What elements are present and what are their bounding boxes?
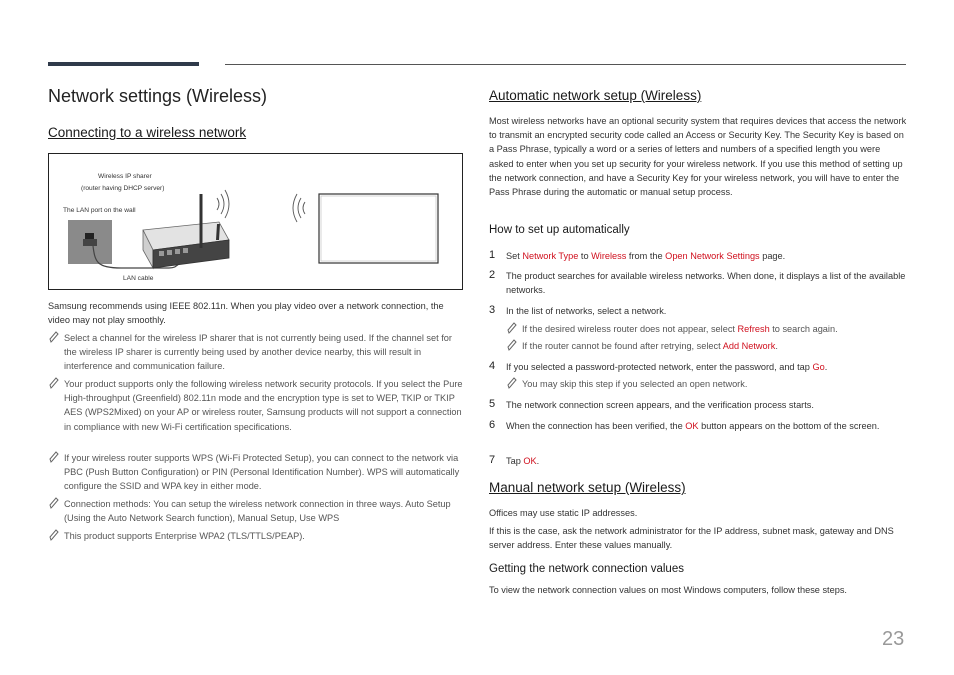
sharer-sublabel: (router having DHCP server) — [81, 185, 165, 192]
pencil-note-icon — [506, 322, 518, 334]
step-1 — [489, 249, 907, 263]
pencil-note-icon — [48, 377, 60, 389]
lan-cable-label: LAN cable — [123, 275, 154, 282]
pencil-note-icon — [48, 331, 60, 343]
header-accent-bar — [48, 62, 199, 66]
step-number: 2 — [489, 269, 496, 281]
note-item — [48, 529, 464, 543]
note-text: to search again. — [769, 324, 838, 334]
lan-port-label: The LAN port on the wall — [63, 207, 136, 214]
manual-paragraph-1: Offices may use static IP addresses. — [489, 508, 638, 518]
step-2 — [489, 269, 907, 297]
display-icon — [319, 194, 438, 263]
pencil-note-icon — [48, 529, 60, 541]
note-text: If your wireless router supports WPS (Wi-Fi Protected Setup), you can connect to the network via PBC (Push Button Configuration) or PIN (Personal Identification Number). WPS will automatically configure the SSID and WPA key in either mode. — [64, 453, 460, 492]
note-text: Your product supports only the following wireless network security protocols. If you select the Pure High-throughput (Greenfield) 802.11n mode and the encryption type is set to WEP, TKIP or TKIP AES (WPS2Mixed) on your AP or wireless router, Samsung products will not support a connection in compliance with new Wi-Fi certification specifications. — [64, 379, 463, 432]
step-number: 7 — [489, 454, 496, 466]
step-number: 1 — [489, 249, 496, 261]
note-text: This product supports Enterprise WPA2 (TLS/TTLS/PEAP). — [64, 531, 305, 541]
step-4 — [489, 360, 907, 374]
how-heading: How to set up automatically — [489, 224, 630, 236]
step-note — [506, 377, 906, 391]
step-text: Tap — [506, 456, 524, 466]
step-7 — [489, 454, 907, 468]
page-number: 23 — [882, 628, 905, 650]
step-text: If you selected a password-protected network, enter the password, and tap — [506, 362, 813, 372]
step-note — [506, 339, 906, 353]
values-heading: Getting the network connection values — [489, 563, 684, 575]
pencil-note-icon — [48, 497, 60, 509]
auto-intro-paragraph: Most wireless networks have an optional security system that requires devices that access the network to transmit an encrypted security code called an Access or Security Key. The Security Key is based on a Pass Phrase, typically a word or a series of letters and numbers of a specified length you were asked to enter when you set up security for your wireless network. If you use this method of setting up the network connection, and have a Security Key for your wireless network, you will have to enter the Pass Phrase during the automatic or manual setup process. — [489, 116, 907, 198]
step-text: Set — [506, 251, 523, 261]
page-title: Network settings (Wireless) — [48, 86, 268, 106]
menu-term-ok: OK — [523, 456, 537, 466]
pencil-note-icon — [48, 451, 60, 463]
menu-term-network-type: Network Type — [522, 251, 579, 261]
step-6 — [489, 419, 907, 433]
note-text: Select a channel for the wireless IP sharer that is not currently being used. If the channel set for the wireless IP sharer is currently being used by another device nearby, this will result in interference and communication failure. — [64, 333, 452, 372]
section-heading-manual: Manual network setup (Wireless) — [489, 480, 686, 495]
step-3 — [489, 304, 907, 318]
values-paragraph: To view the network connection values on most Windows computers, follow these steps. — [489, 585, 847, 595]
intro-paragraph: Samsung recommends using IEEE 802.11n. When you play video over a network connection, the video may not play smoothly. — [48, 301, 444, 326]
wifi-waves-display-icon — [293, 194, 305, 222]
section-heading-connecting: Connecting to a wireless network — [48, 125, 247, 140]
step-text: The product searches for available wireless networks. When done, it displays a list of the available networks. — [506, 271, 906, 296]
menu-term-add-network: Add Network — [722, 341, 776, 351]
pencil-note-icon — [506, 339, 518, 351]
note-text: Connection methods: You can setup the wireless network connection in three ways. Auto Setup (Using the Auto Network Search function), Manual Setup, Use WPS — [64, 499, 451, 524]
step-number: 5 — [489, 398, 496, 410]
step-text: . — [536, 456, 540, 466]
note-text: If the router cannot be found after retrying, select — [522, 341, 723, 351]
step-text: . — [824, 362, 828, 372]
step-text: The network connection screen appears, and the verification process starts. — [506, 400, 814, 410]
menu-term-go: Go — [812, 362, 825, 372]
menu-term-wireless: Wireless — [591, 251, 627, 261]
note-text: . — [775, 341, 778, 351]
wifi-waves-router-icon — [217, 190, 229, 218]
step-text: page. — [759, 251, 786, 261]
step-note — [506, 322, 906, 336]
note-item — [48, 497, 464, 525]
step-number: 3 — [489, 304, 496, 316]
step-text: In the list of networks, select a network. — [506, 306, 667, 316]
pencil-note-icon — [506, 377, 518, 389]
menu-term-refresh: Refresh — [737, 324, 770, 334]
router-icon — [143, 194, 229, 268]
header-rule — [225, 64, 906, 65]
note-item — [48, 451, 464, 494]
manual-paragraph-2: If this is the case, ask the network administrator for the IP address, subnet mask, gateway and DNS server address. Enter these values manually. — [489, 526, 894, 551]
menu-term-open-network-settings: Open Network Settings — [665, 251, 760, 261]
step-text: from the — [626, 251, 666, 261]
network-diagram — [48, 153, 463, 290]
step-5 — [489, 398, 907, 412]
note-text: If the desired wireless router does not appear, select — [522, 324, 738, 334]
note-text: You may skip this step if you selected an open network. — [522, 379, 748, 389]
section-heading-auto: Automatic network setup (Wireless) — [489, 88, 702, 103]
note-item — [48, 377, 464, 434]
step-text: button appears on the bottom of the screen. — [698, 421, 880, 431]
step-text: When the connection has been verified, the — [506, 421, 686, 431]
note-item — [48, 331, 464, 374]
step-number: 4 — [489, 360, 496, 372]
step-text: to — [578, 251, 592, 261]
step-number: 6 — [489, 419, 496, 431]
menu-term-ok: OK — [685, 421, 699, 431]
sharer-label: Wireless IP sharer — [98, 173, 152, 180]
